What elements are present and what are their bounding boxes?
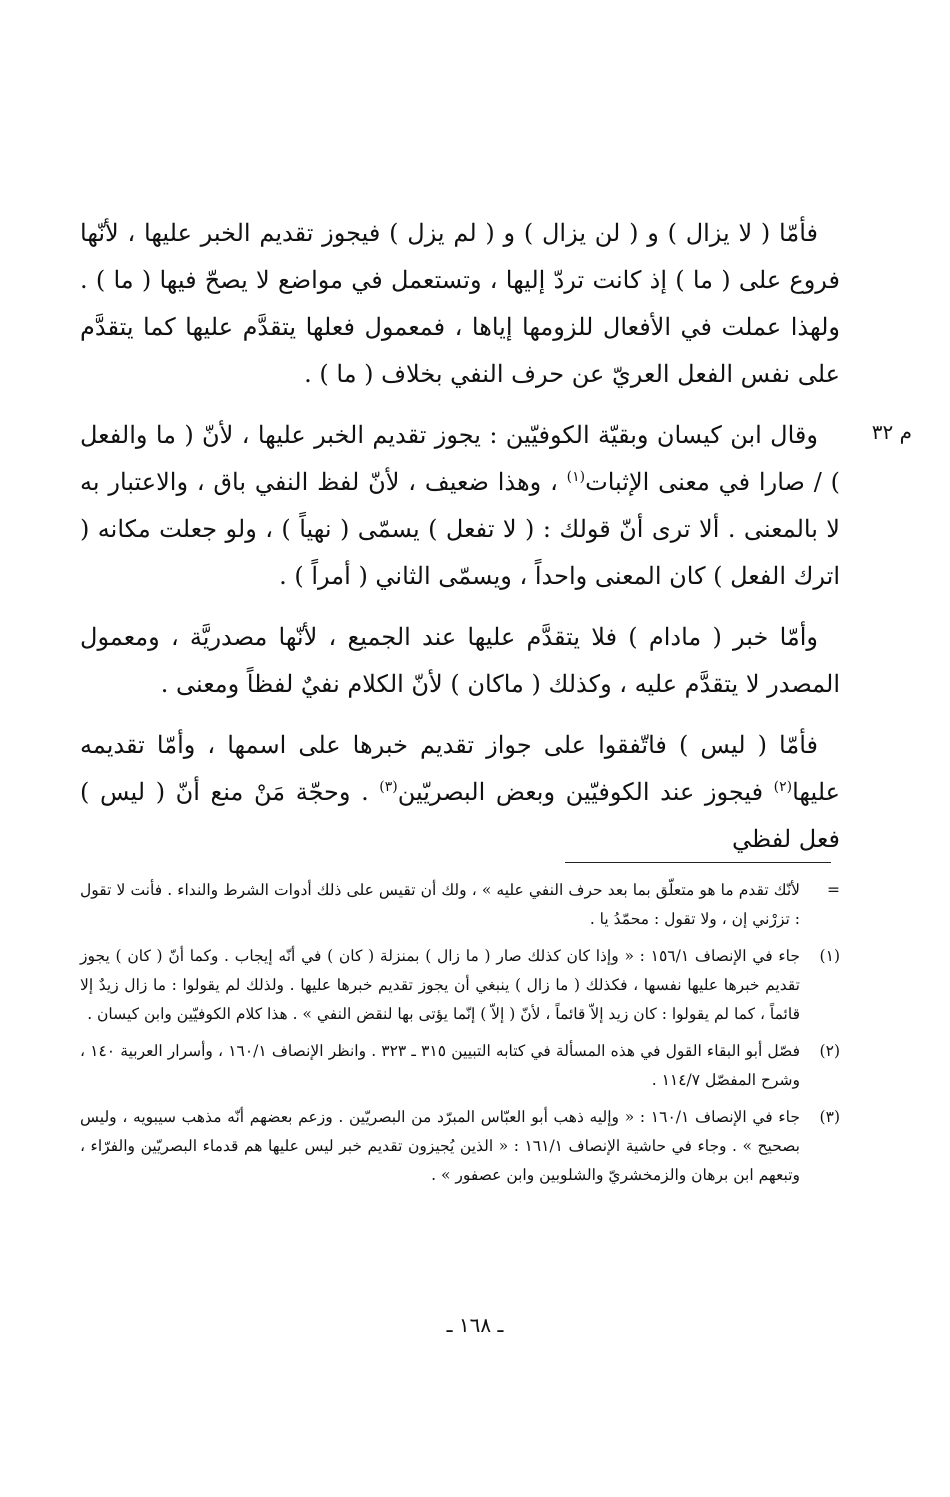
- paragraph-4-text-a: فأمّا ( ليس ) فاتّفقوا على جواز تقديم خبرها على اسمها ، وأمّا تقديمه عليها: [80, 731, 840, 806]
- main-text: [80, 210, 840, 877]
- paragraph-2-text-a: وقال ابن كيسان وبقيّة الكوفيّين : يجوز تقديم الخبر عليها ، لأنّ ( ما والفعل ) / صارا في معنى الإثبات: [80, 421, 840, 496]
- footnote-ref-1[interactable]: (١): [566, 469, 586, 485]
- page-number: ـ ١٦٨ ـ: [446, 1313, 504, 1337]
- footnote-divider: [565, 862, 831, 863]
- footnote-text: لأنّك تقدم ما هو متعلّق بما بعد حرف النفي عليه » ، ولك أن تقيس على ذلك أدوات الشرط والنداء . فأنت لا تقول : تزرْني إن ، ولا تقول : محمّدُ يا .: [80, 881, 800, 928]
- footnote-text: جاء في الإنصاف ١٦٠/١ : « وإليه ذهب أبو العبّاس المبرّد من البصريّين . وزعم بعضهم أنّه مذهب سيبويه ، وليس بصحيح » . وجاء في حاشية الإنصاف ١٦١/١ : « الذين يُجيزون تقديم خبر ليس عليها هم قدماء البصريّين والفرّاء ، وتبعهم ابن برهان والزمخشريّ والشلوبين وابن عصفور » .: [80, 1108, 800, 1184]
- paragraph-3-text: وأمّا خبر ( مادام ) فلا يتقدَّم عليها عند الجميع ، لأنّها مصدريَّة ، ومعمول المصدر لا يتقدَّم عليه ، وكذلك ( ماكان ) لأنّ الكلام نفيٌ لفظاً ومعنى .: [80, 623, 840, 698]
- paragraph-3: [80, 614, 840, 708]
- footnote-1: [80, 942, 840, 1029]
- margin-page-marker: م ٣٢: [871, 420, 912, 444]
- footnote-marker: =: [827, 881, 840, 899]
- paragraph-1-text: فأمّا ( لا يزال ) و ( لن يزال ) و ( لم يزل ) فيجوز تقديم الخبر عليها ، لأنّها فروع على ( ما ) إذ كانت تردّ إليها ، وتستعمل في مواضع لا يصحّ فيها ( ما ) . ولهذا عملت في الأفعال للزومها إياها ، فمعمول فعلها يتقدَّم عليها كما يتقدَّم على نفس الفعل العريّ عن حرف النفي بخلاف ( ما ) .: [80, 219, 840, 388]
- paragraph-2-text-b: ، وهذا ضعيف ، لأنّ لفظ النفي باق ، والاعتبار به لا بالمعنى . ألا ترى أنّ قولك : ( لا تفعل ) يسمّى ( نهياً ) ، ولو جعلت مكانه ( اترك الفعل ) كان المعنى واحداً ، ويسمّى الثاني ( أمراً ) .: [80, 468, 840, 590]
- footnote-continued: [80, 876, 840, 934]
- footnote-marker: (٣): [819, 1108, 840, 1126]
- paragraph-2: [80, 412, 840, 600]
- footnote-ref-3[interactable]: (٣): [379, 779, 398, 795]
- footnotes: [80, 876, 840, 1198]
- footnote-text: جاء في الإنصاف ١٥٦/١ : « وإذا كان كذلك صار ( ما زال ) بمنزلة ( كان ) في أنّه إيجاب . وكما أنّ ( كان ) يجوز تقديم خبرها عليها نفسها ، فكذلك ( ما زال ) ينبغي أن يجوز تقديم خبرها عليها . ولذلك لم يقولوا : ما زال زيدٌ إلا قائماً ، كما لم يقولوا : كان زيد إلاّ قائماً ، لأنّ ( إلاّ ) إنّما يؤتى بها لنقض النفي » . هذا كلام الكوفيّين وابن كيسان .: [80, 947, 800, 1023]
- paragraph-1: [80, 210, 840, 398]
- footnote-marker: (١): [819, 947, 840, 965]
- paragraph-4-text-b: فيجوز عند الكوفيّين وبعض البصريّين: [397, 778, 774, 806]
- paragraph-4: [80, 722, 840, 863]
- paragraph-4-text-c: . وحجّة مَنْ منع أنّ ( ليس ) فعل لفظي: [80, 778, 840, 853]
- footnote-ref-2[interactable]: (٢): [773, 779, 793, 795]
- footnote-3: [80, 1103, 840, 1190]
- footnote-marker: (٢): [819, 1042, 840, 1060]
- footnote-2: [80, 1037, 840, 1095]
- footnote-text: فصّل أبو البقاء القول في هذه المسألة في كتابه التبيين ٣١٥ ـ ٣٢٣ . وانظر الإنصاف ١٦٠/١ ، وأسرار العربية ١٤٠ ، وشرح المفصّل ١١٤/٧ .: [80, 1042, 800, 1089]
